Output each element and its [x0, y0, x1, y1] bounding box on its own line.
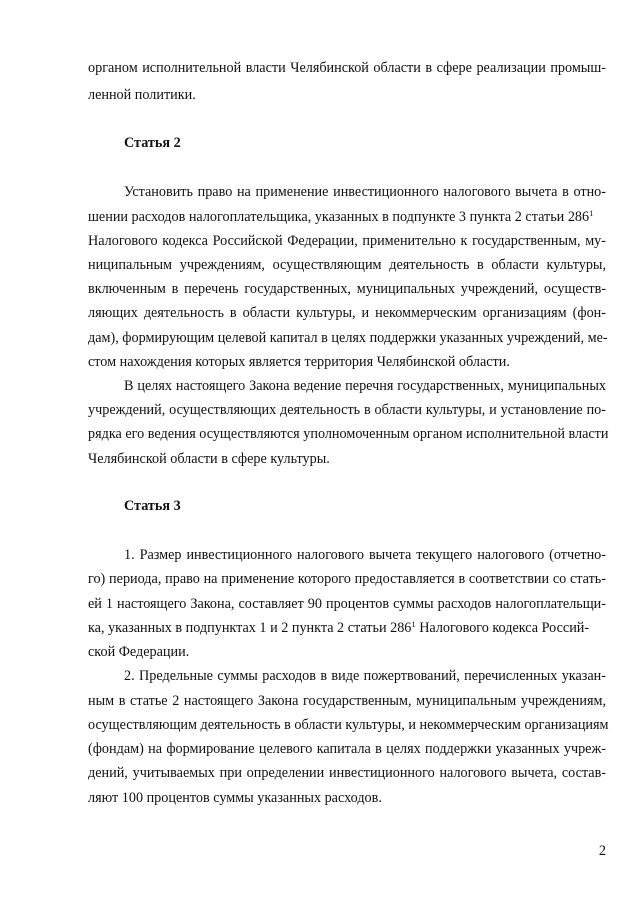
text-line: ей 1 настоящего Закона, составляет 90 процентов суммы расходов налогоплательщи-: [88, 596, 606, 612]
text-fragment: ка, указанных в подпунктах 1 и 2 пункта 2 статьи 286: [88, 620, 412, 636]
text-line: дений, учитываемых при определении инвестиционного налогового вычета, состав-: [88, 765, 606, 781]
text-line: 2. Предельные суммы расходов в виде пожертвований, перечисленных указан-: [124, 668, 606, 684]
text-line: Налогового кодекса Российской Федерации, применительно к государственным, му-: [88, 233, 606, 249]
text-line: ленной политики.: [88, 87, 196, 103]
text-line: ляющих деятельность в области культуры, и некоммерческим организациям (фон-: [88, 305, 606, 321]
text-line: осуществляющим деятельность в области культуры, и некоммерческим организациям: [88, 717, 609, 733]
article-3-heading: Статья 3: [124, 498, 181, 514]
text-line: 1. Размер инвестиционного налогового вычета текущего налогового (отчетно-: [124, 547, 606, 563]
text-line: ской Федерации.: [88, 644, 190, 660]
text-line: [88, 618, 606, 636]
text-line: ниципальным учреждениям, осуществляющим деятельность в области культуры,: [88, 257, 606, 273]
superscript: 1: [411, 618, 416, 629]
text-line: ным в статье 2 настоящего Закона государственным, муниципальным учреждениям,: [88, 693, 606, 709]
text-line: рядка его ведения осуществляются уполномоченным органом исполнительной власти: [88, 426, 609, 442]
article-2-heading: Статья 2: [124, 135, 181, 151]
text-line: го) периода, право на применение которого предоставляется в соответствии со стать-: [88, 571, 606, 587]
text-line: включенным в перечень государственных, муниципальных учреждений, осуществ-: [88, 281, 606, 297]
text-fragment: Налогового кодекса Россий-: [415, 620, 590, 636]
text-line: В целях настоящего Закона ведение перечня государственных, муниципальных: [124, 378, 606, 394]
text-fragment: шении расходов налогоплательщика, указанных в подпункте 3 пункта 2 статьи 286: [88, 209, 590, 225]
text-line: [88, 207, 606, 225]
text-line: ляют 100 процентов суммы указанных расходов.: [88, 790, 382, 806]
text-line: органом исполнительной власти Челябинской области в сфере реализации промыш-: [88, 60, 606, 76]
text-line: Установить право на применение инвестиционного налогового вычета в отно-: [124, 184, 606, 200]
text-line: дам), формирующим целевой капитал в целях поддержки указанных учреждений, ме-: [88, 330, 608, 346]
page-number: 2: [598, 843, 606, 859]
text-line: (фондам) на формирование целевого капитала в целях поддержки указанных учреж-: [88, 741, 606, 757]
text-line: стом нахождения которых является территория Челябинской области.: [88, 354, 510, 370]
text-line: Челябинской области в сфере культуры.: [88, 451, 330, 467]
superscript: 1: [589, 207, 594, 218]
text-line: учреждений, осуществляющих деятельность в области культуры, и установление по-: [88, 402, 606, 418]
